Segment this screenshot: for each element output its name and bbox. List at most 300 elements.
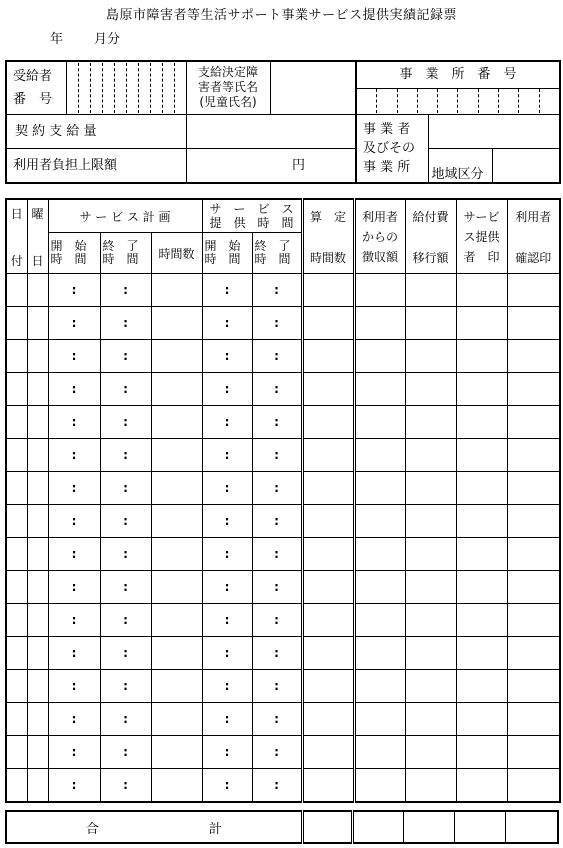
time-colon: : (224, 580, 230, 594)
table-row (6, 571, 560, 604)
provided-start-cell[interactable] (202, 736, 252, 769)
provider-seal-cell[interactable] (456, 340, 507, 373)
dow-cell[interactable] (27, 274, 48, 307)
calc-hours-cell[interactable] (302, 538, 354, 571)
dow-header: 曜 日 (27, 199, 48, 274)
time-colon: : (224, 415, 230, 429)
provided-start-cell[interactable] (202, 505, 252, 538)
plan-start-cell[interactable] (48, 769, 100, 803)
time-colon: : (274, 646, 279, 660)
contract-amount-label: 契 約 支 給 量 (6, 114, 186, 148)
day-cell[interactable] (6, 604, 27, 637)
time-colon: : (123, 745, 128, 759)
provided-end-cell[interactable] (252, 505, 302, 538)
plan-hours-cell[interactable] (151, 604, 202, 637)
provided-start-cell[interactable] (202, 769, 252, 803)
user-seal-cell[interactable] (507, 472, 560, 505)
service-provided-header: サ ー ビ ス 提 供 時 間 (202, 199, 302, 233)
benefit-cell[interactable] (405, 571, 456, 604)
user-seal-cell[interactable] (507, 439, 560, 472)
collected-cell[interactable] (354, 505, 405, 538)
burden-limit-label: 利用者負担上限額 (6, 149, 186, 183)
provided-start-cell[interactable] (202, 538, 252, 571)
office-number-field[interactable] (357, 89, 559, 113)
provider-field[interactable] (428, 114, 560, 148)
time-colon: : (71, 679, 77, 693)
calc-hours-cell[interactable] (302, 373, 354, 406)
time-colon: : (71, 745, 77, 759)
service-plan-header: サ ー ビ ス 計 画 (48, 199, 202, 233)
provider-label: 事 業 者 及びその 事 業 所 (356, 114, 428, 183)
total-user-seal[interactable] (505, 811, 558, 843)
provider-seal-cell[interactable] (456, 439, 507, 472)
total-benefit[interactable] (403, 811, 454, 843)
provided-start-cell[interactable] (202, 703, 252, 736)
plan-start-cell[interactable] (48, 307, 100, 340)
collected-cell[interactable] (354, 373, 405, 406)
plan-end-cell[interactable] (100, 439, 151, 472)
calc-hours-cell[interactable] (302, 505, 354, 538)
day-cell[interactable] (6, 538, 27, 571)
plan-start-cell[interactable] (48, 736, 100, 769)
time-colon: : (123, 679, 128, 693)
office-number-label: 事 業 所 番 号 (357, 62, 559, 89)
provided-start-cell[interactable] (202, 373, 252, 406)
benefit-cell[interactable] (405, 736, 456, 769)
provided-start-cell[interactable] (202, 307, 252, 340)
plan-hours-cell[interactable] (151, 670, 202, 703)
collected-cell[interactable] (354, 307, 405, 340)
benefit-cell[interactable] (405, 505, 456, 538)
header-table (5, 60, 561, 184)
calc-hours-header: 算 定 時間数 (302, 199, 354, 274)
provided-end-cell[interactable] (252, 472, 302, 505)
time-colon: : (274, 283, 279, 297)
collected-cell[interactable] (354, 472, 405, 505)
provider-seal-cell[interactable] (456, 472, 507, 505)
calc-hours-cell[interactable] (302, 604, 354, 637)
plan-hours-cell[interactable] (151, 307, 202, 340)
time-colon: : (274, 316, 279, 330)
day-cell[interactable] (6, 406, 27, 439)
plan-hours-cell[interactable] (151, 736, 202, 769)
time-colon: : (71, 382, 77, 396)
day-cell[interactable] (6, 274, 27, 307)
day-cell[interactable] (6, 307, 27, 340)
time-colon: : (274, 514, 279, 528)
provided-end-cell[interactable] (252, 604, 302, 637)
provider-seal-cell[interactable] (456, 571, 507, 604)
time-colon: : (71, 283, 77, 297)
plan-end-cell[interactable] (100, 538, 151, 571)
calc-hours-cell[interactable] (302, 307, 354, 340)
table-row (6, 340, 560, 373)
plan-hours-cell[interactable] (151, 472, 202, 505)
calc-hours-cell[interactable] (302, 769, 354, 803)
provider-seal-cell[interactable] (456, 538, 507, 571)
plan-end-cell[interactable] (100, 670, 151, 703)
table-row (6, 472, 560, 505)
provided-end-cell[interactable] (252, 307, 302, 340)
provided-start-header: 開 始 時 間 (202, 233, 252, 274)
provided-end-cell[interactable] (252, 703, 302, 736)
day-cell[interactable] (6, 439, 27, 472)
collected-cell[interactable] (354, 736, 405, 769)
time-colon: : (224, 679, 230, 693)
provided-end-cell[interactable] (252, 571, 302, 604)
dow-cell[interactable] (27, 769, 48, 803)
provided-start-cell[interactable] (202, 604, 252, 637)
dow-cell[interactable] (27, 439, 48, 472)
plan-hours-header: 時間数 (151, 233, 202, 274)
benefit-cell[interactable] (405, 637, 456, 670)
plan-start-cell[interactable] (48, 637, 100, 670)
collected-cell[interactable] (354, 340, 405, 373)
plan-hours-cell[interactable] (151, 340, 202, 373)
time-colon: : (224, 613, 230, 627)
provided-end-cell[interactable] (252, 439, 302, 472)
time-colon: : (274, 679, 279, 693)
table-row (6, 538, 560, 571)
provided-end-cell[interactable] (252, 637, 302, 670)
plan-end-cell[interactable] (100, 769, 151, 803)
time-colon: : (224, 382, 230, 396)
month-label: 月分 (94, 32, 121, 47)
provided-start-cell[interactable] (202, 274, 252, 307)
plan-end-cell[interactable] (100, 571, 151, 604)
yen-label: 円 (291, 158, 305, 174)
time-colon: : (123, 613, 128, 627)
time-colon: : (123, 283, 128, 297)
dow-cell[interactable] (27, 670, 48, 703)
calc-hours-cell[interactable] (302, 439, 354, 472)
plan-start-cell[interactable] (48, 505, 100, 538)
benefit-cell[interactable] (405, 472, 456, 505)
time-colon: : (71, 778, 77, 792)
plan-start-cell[interactable] (48, 406, 100, 439)
time-colon: : (224, 448, 230, 462)
day-cell[interactable] (6, 373, 27, 406)
recipient-number-label: 受給者 番 号 (6, 61, 66, 114)
plan-hours-cell[interactable] (151, 406, 202, 439)
user-seal-cell[interactable] (507, 736, 560, 769)
table-row (6, 307, 560, 340)
provided-start-cell[interactable] (202, 472, 252, 505)
time-colon: : (274, 382, 279, 396)
benefit-cell[interactable] (405, 439, 456, 472)
time-colon: : (224, 547, 230, 561)
time-colon: : (274, 712, 279, 726)
user-seal-cell[interactable] (507, 670, 560, 703)
benefit-cell[interactable] (405, 703, 456, 736)
plan-end-cell[interactable] (100, 703, 151, 736)
provided-end-cell[interactable] (252, 274, 302, 307)
benefit-cell[interactable] (405, 340, 456, 373)
plan-hours-cell[interactable] (151, 373, 202, 406)
time-colon: : (274, 580, 279, 594)
table-row (6, 736, 560, 769)
plan-end-cell[interactable] (100, 307, 151, 340)
provided-end-cell[interactable] (252, 340, 302, 373)
table-row (6, 505, 560, 538)
calc-hours-cell[interactable] (302, 274, 354, 307)
plan-start-cell[interactable] (48, 670, 100, 703)
plan-start-cell[interactable] (48, 340, 100, 373)
provided-end-header: 終 了 時 間 (252, 233, 302, 274)
office-number-cell (356, 61, 560, 114)
benefit-cell[interactable] (405, 307, 456, 340)
day-header: 日 付 (6, 199, 27, 274)
collected-cell[interactable] (354, 604, 405, 637)
time-colon: : (274, 481, 279, 495)
total-label: 合 計 (6, 811, 302, 843)
plan-start-header: 開 始 時 間 (48, 233, 100, 274)
benefit-cell[interactable] (405, 769, 456, 803)
time-colon: : (123, 646, 128, 660)
time-colon: : (274, 415, 279, 429)
plan-hours-cell[interactable] (151, 703, 202, 736)
dow-cell[interactable] (27, 703, 48, 736)
time-colon: : (224, 778, 230, 792)
calc-hours-cell[interactable] (302, 637, 354, 670)
plan-end-cell[interactable] (100, 274, 151, 307)
collected-cell[interactable] (354, 571, 405, 604)
calc-hours-cell[interactable] (302, 703, 354, 736)
total-table (5, 810, 559, 844)
benefit-cell[interactable] (405, 406, 456, 439)
benefit-cell[interactable] (405, 373, 456, 406)
calc-hours-cell[interactable] (302, 670, 354, 703)
plan-hours-cell[interactable] (151, 571, 202, 604)
benefit-cell[interactable] (405, 274, 456, 307)
time-colon: : (71, 514, 77, 528)
calc-hours-cell[interactable] (302, 571, 354, 604)
benefit-cell[interactable] (405, 538, 456, 571)
plan-end-cell[interactable] (100, 340, 151, 373)
table-row (6, 406, 560, 439)
plan-end-cell[interactable] (100, 637, 151, 670)
time-colon: : (71, 712, 77, 726)
provided-start-cell[interactable] (202, 670, 252, 703)
user-seal-cell[interactable] (507, 307, 560, 340)
time-colon: : (71, 448, 77, 462)
day-cell[interactable] (6, 769, 27, 803)
time-colon: : (71, 580, 77, 594)
day-cell[interactable] (6, 736, 27, 769)
time-colon: : (274, 448, 279, 462)
total-provider-seal[interactable] (454, 811, 505, 843)
benefit-cell[interactable] (405, 604, 456, 637)
plan-hours-cell[interactable] (151, 538, 202, 571)
time-colon: : (123, 580, 128, 594)
dow-cell[interactable] (27, 340, 48, 373)
table-row (6, 439, 560, 472)
collected-cell[interactable] (354, 670, 405, 703)
collected-cell[interactable] (354, 274, 405, 307)
plan-end-cell[interactable] (100, 373, 151, 406)
plan-end-cell[interactable] (100, 406, 151, 439)
time-colon: : (71, 415, 77, 429)
provided-start-cell[interactable] (202, 340, 252, 373)
time-colon: : (224, 283, 230, 297)
time-colon: : (274, 613, 279, 627)
plan-hours-cell[interactable] (151, 439, 202, 472)
plan-end-cell[interactable] (100, 472, 151, 505)
provider-seal-cell[interactable] (456, 769, 507, 803)
recipient-number-field[interactable] (66, 61, 186, 114)
provided-end-cell[interactable] (252, 406, 302, 439)
table-row (6, 274, 560, 307)
provided-end-cell[interactable] (252, 736, 302, 769)
provider-seal-cell[interactable] (456, 670, 507, 703)
provider-seal-cell[interactable] (456, 604, 507, 637)
provider-seal-cell[interactable] (456, 505, 507, 538)
day-cell[interactable] (6, 703, 27, 736)
provided-start-cell[interactable] (202, 406, 252, 439)
day-cell[interactable] (6, 505, 27, 538)
user-seal-cell[interactable] (507, 373, 560, 406)
provider-seal-cell[interactable] (456, 373, 507, 406)
provided-end-cell[interactable] (252, 769, 302, 803)
calc-hours-cell[interactable] (302, 406, 354, 439)
provider-seal-cell[interactable] (456, 307, 507, 340)
collected-cell[interactable] (354, 703, 405, 736)
collected-header: 利用者 からの 徴収額 (354, 199, 405, 274)
user-seal-cell[interactable] (507, 604, 560, 637)
time-colon: : (123, 349, 128, 363)
provided-end-cell[interactable] (252, 670, 302, 703)
dow-cell[interactable] (27, 505, 48, 538)
day-cell[interactable] (6, 571, 27, 604)
plan-start-cell[interactable] (48, 703, 100, 736)
benefit-header: 給付費 移行額 (405, 199, 456, 274)
time-colon: : (224, 712, 230, 726)
time-colon: : (224, 745, 230, 759)
collected-cell[interactable] (354, 406, 405, 439)
provided-start-cell[interactable] (202, 571, 252, 604)
time-colon: : (123, 382, 128, 396)
plan-end-cell[interactable] (100, 604, 151, 637)
provided-end-cell[interactable] (252, 373, 302, 406)
dow-cell[interactable] (27, 307, 48, 340)
dow-cell[interactable] (27, 373, 48, 406)
day-cell[interactable] (6, 472, 27, 505)
user-seal-cell[interactable] (507, 571, 560, 604)
table-row (6, 769, 560, 803)
collected-cell[interactable] (354, 769, 405, 803)
time-colon: : (274, 349, 279, 363)
time-colon: : (71, 547, 77, 561)
user-seal-cell[interactable] (507, 505, 560, 538)
plan-start-cell[interactable] (48, 472, 100, 505)
plan-end-cell[interactable] (100, 736, 151, 769)
user-seal-cell[interactable] (507, 703, 560, 736)
time-colon: : (123, 448, 128, 462)
plan-start-cell[interactable] (48, 274, 100, 307)
provider-seal-cell[interactable] (456, 703, 507, 736)
table-row (6, 637, 560, 670)
total-calc-hours[interactable] (302, 811, 352, 843)
plan-hours-cell[interactable] (151, 505, 202, 538)
dow-cell[interactable] (27, 538, 48, 571)
user-seal-cell[interactable] (507, 538, 560, 571)
plan-hours-cell[interactable] (151, 274, 202, 307)
time-colon: : (224, 646, 230, 660)
day-cell[interactable] (6, 340, 27, 373)
dow-cell[interactable] (27, 571, 48, 604)
decision-name-field[interactable] (270, 61, 356, 114)
dow-cell[interactable] (27, 604, 48, 637)
collected-cell[interactable] (354, 637, 405, 670)
provider-seal-cell[interactable] (456, 637, 507, 670)
benefit-cell[interactable] (405, 670, 456, 703)
user-seal-cell[interactable] (507, 340, 560, 373)
collected-cell[interactable] (354, 439, 405, 472)
user-seal-cell[interactable] (507, 274, 560, 307)
provider-seal-cell[interactable] (456, 736, 507, 769)
time-colon: : (224, 316, 230, 330)
year-label: 年 (50, 32, 64, 47)
dow-cell[interactable] (27, 736, 48, 769)
provider-seal-cell[interactable] (456, 406, 507, 439)
time-colon: : (71, 349, 77, 363)
time-colon: : (71, 316, 77, 330)
provided-start-cell[interactable] (202, 439, 252, 472)
user-seal-cell[interactable] (507, 769, 560, 803)
page-title: 島原市障害者等生活サポート事業サービス提供実績記録票 (105, 8, 457, 23)
calc-hours-cell[interactable] (302, 472, 354, 505)
time-colon: : (71, 646, 77, 660)
user-seal-header: 利用者 確認印 (507, 199, 560, 274)
provided-start-cell[interactable] (202, 637, 252, 670)
plan-start-cell[interactable] (48, 439, 100, 472)
time-colon: : (123, 481, 128, 495)
plan-start-cell[interactable] (48, 373, 100, 406)
user-seal-cell[interactable] (507, 637, 560, 670)
burden-limit-field[interactable] (186, 149, 356, 183)
table-row (6, 373, 560, 406)
dow-cell[interactable] (27, 406, 48, 439)
time-colon: : (224, 514, 230, 528)
plan-hours-cell[interactable] (151, 637, 202, 670)
provided-end-cell[interactable] (252, 538, 302, 571)
plan-end-header: 終 了 時 間 (100, 233, 151, 274)
plan-end-cell[interactable] (100, 505, 151, 538)
time-colon: : (123, 712, 128, 726)
collected-cell[interactable] (354, 538, 405, 571)
calc-hours-cell[interactable] (302, 340, 354, 373)
area-field[interactable] (492, 149, 560, 183)
provider-seal-cell[interactable] (456, 274, 507, 307)
day-cell[interactable] (6, 637, 27, 670)
time-colon: : (123, 415, 128, 429)
user-seal-cell[interactable] (507, 406, 560, 439)
time-colon: : (71, 481, 77, 495)
dow-cell[interactable] (27, 637, 48, 670)
plan-start-cell[interactable] (48, 538, 100, 571)
day-cell[interactable] (6, 670, 27, 703)
time-colon: : (123, 316, 128, 330)
calc-hours-cell[interactable] (302, 736, 354, 769)
plan-start-cell[interactable] (48, 571, 100, 604)
total-collected[interactable] (352, 811, 403, 843)
contract-amount-field[interactable] (186, 114, 356, 148)
dow-cell[interactable] (27, 472, 48, 505)
table-row (6, 703, 560, 736)
plan-start-cell[interactable] (48, 604, 100, 637)
time-colon: : (71, 613, 77, 627)
plan-hours-cell[interactable] (151, 769, 202, 803)
